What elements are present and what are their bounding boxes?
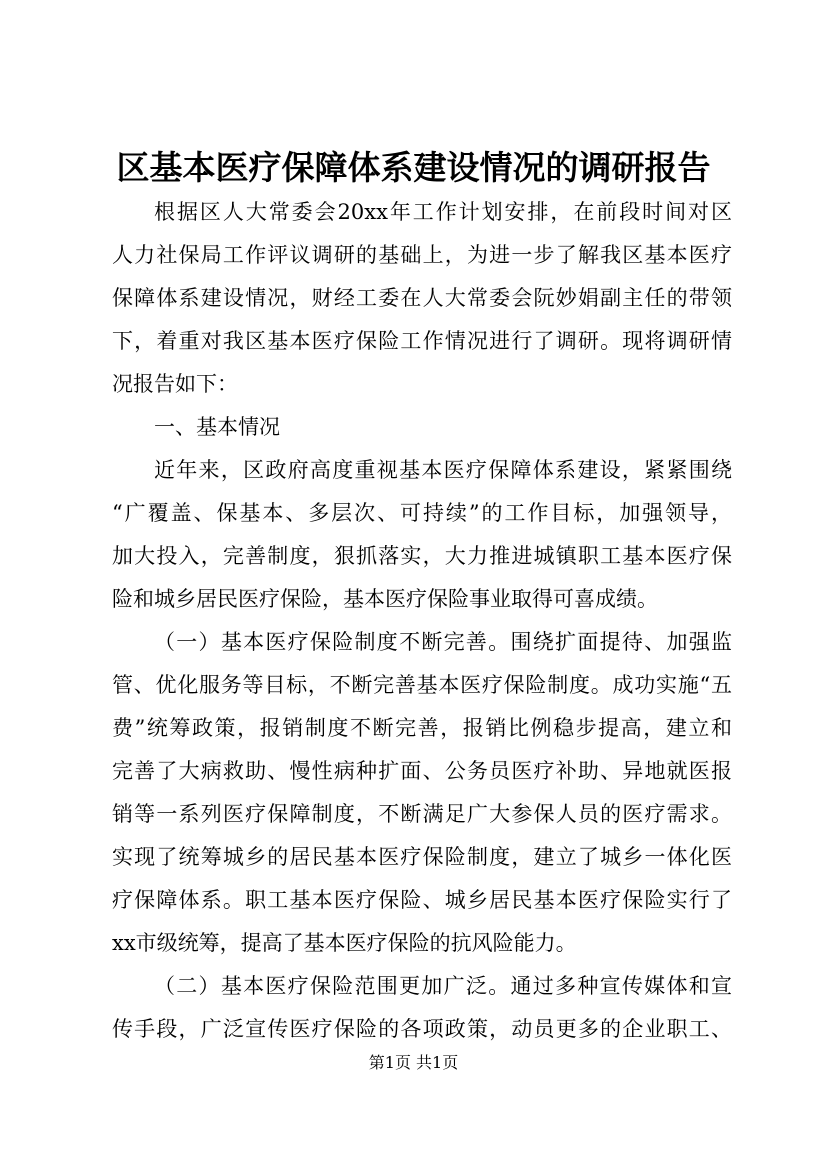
- paragraph-line: 加大投入，完善制度，狠抓落实，大力推进城镇职工基本医疗保: [112, 544, 732, 568]
- paragraph-line: “广覆盖、保基本、多层次、可持续”的工作目标，加强领导，: [112, 501, 732, 525]
- paragraph-line: 人力社保局工作评议调研的基础上，为进一步了解我区基本医疗: [112, 243, 732, 267]
- paragraph-line: 费”统筹政策，报销制度不断完善，报销比例稳步提高，建立和: [112, 716, 732, 740]
- paragraph-line: 实现了统筹城乡的居民基本医疗保险制度，建立了城乡一体化医: [112, 845, 732, 869]
- section-heading: 一、基本情况: [154, 415, 280, 439]
- paragraph-line: 险和城乡居民医疗保险，基本医疗保险事业取得可喜成绩。: [112, 587, 658, 611]
- paragraph-line: 根据区人大常委会20xx年工作计划安排，在前段时间对区: [154, 200, 732, 224]
- page-footer: 第1页 共1页: [368, 1053, 459, 1072]
- paragraph-line: （一）基本医疗保险制度不断完善。围绕扩面提待、加强监: [154, 630, 732, 654]
- paragraph-line: 况报告如下：: [112, 372, 238, 396]
- paragraph-line: 近年来，区政府高度重视基本医疗保障体系建设，紧紧围绕: [154, 458, 732, 482]
- paragraph-line: （二）基本医疗保险范围更加广泛。通过多种宣传媒体和宣: [154, 974, 732, 998]
- paragraph-line: 疗保障体系。职工基本医疗保险、城乡居民基本医疗保险实行了: [112, 888, 732, 912]
- paragraph-line: 下，着重对我区基本医疗保险工作情况进行了调研。现将调研情: [112, 329, 732, 353]
- paragraph-line: xx市级统筹，提高了基本医疗保险的抗风险能力。: [112, 931, 577, 955]
- paragraph-line: 销等一系列医疗保障制度，不断满足广大参保人员的医疗需求。: [112, 802, 732, 826]
- document-title: 区基本医疗保障体系建设情况的调研报告: [116, 148, 711, 187]
- paragraph-line: 传手段，广泛宣传医疗保险的各项政策，动员更多的企业职工、: [112, 1017, 732, 1041]
- paragraph-line: 保障体系建设情况，财经工委在人大常委会阮妙娟副主任的带领: [112, 286, 732, 310]
- paragraph-line: 管、优化服务等目标，不断完善基本医疗保险制度。成功实施“五: [112, 673, 732, 697]
- paragraph-line: 完善了大病救助、慢性病种扩面、公务员医疗补助、异地就医报: [112, 759, 732, 783]
